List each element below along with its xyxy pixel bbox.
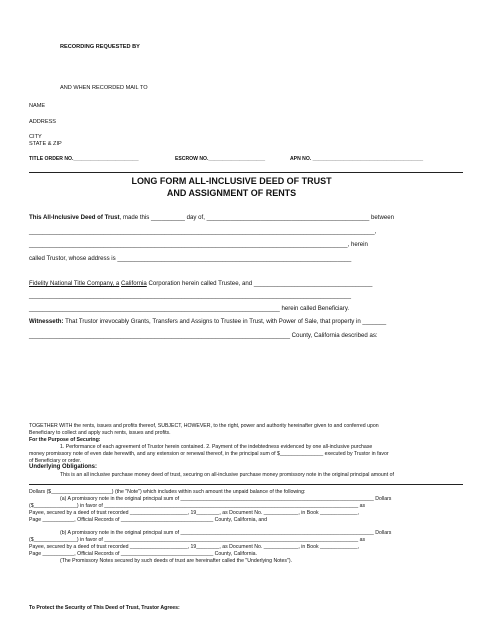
intro-line-1 <box>29 214 394 221</box>
intro-line-9[interactable]: _____________________________________________________________________________ County, California described as: <box>29 332 378 339</box>
document-title-line2: AND ASSIGNMENT OF RENTS <box>166 188 297 199</box>
note-a-line-1[interactable]: (a) A promissory note in the original principal sum of ___________________________________________________________________ Dollars <box>60 496 392 502</box>
address-label: ADDRESS <box>29 119 57 125</box>
note-b-line-4[interactable]: Page ___________, Official Records of ________________________________ County, California. <box>29 551 257 557</box>
underlying-notes-note: (The Promissory Notes secured by such deeds of trust are hereinafter called the "Underlying Notes"). <box>60 558 293 564</box>
title-order-field[interactable]: TITLE ORDER NO._______________________ <box>29 156 139 162</box>
purpose-line-1: 1. Performance of each agreement of Trustor herein contained. 2. Payment of the indebtedness evidenced by one all-inclusive purchase <box>60 444 373 450</box>
purpose-heading: For the Purpose of Securing: <box>29 437 101 443</box>
trustee-rest[interactable]: Corporation herein called Trustee, and ___________________________________ <box>148 280 373 287</box>
recording-requested-by: RECORDING REQUESTED BY <box>60 44 140 50</box>
underlying-blank-line[interactable] <box>29 484 463 485</box>
document-title-line1: LONG FORM ALL-INCLUSIVE DEED OF TRUST <box>131 176 332 187</box>
underlying-heading: Underlying Obligations: <box>29 464 98 470</box>
note-b-line-1[interactable]: (b) A promissory note in the original principal sum of ___________________________________________________________________ Dollars <box>60 530 392 536</box>
city-label: CITY <box>29 134 42 140</box>
intro-line-6[interactable]: _______________________________________________________________________________________________ <box>29 292 351 299</box>
trustee-line <box>29 280 372 287</box>
apn-field[interactable]: APN NO. _______________________________________ <box>290 156 424 162</box>
witnesseth-text: That Trustor irrevocably Grants, Transfers and Assigns to Trustee in Trust, with Power of Sale, that property in _______ <box>63 318 387 325</box>
together-with-2: Beneficiary to collect and apply such rents, issues and profits. <box>29 430 171 436</box>
witnesseth-lead: Witnesseth: <box>29 318 64 325</box>
purpose-line-2[interactable]: money promissory note of even date herewith, and any extension or renewal thereof, in the principal sum of $_______________ executed by Trustor in favor <box>29 451 389 457</box>
underlying-line-1: This is an all inclusive purchase money deed of trust, securing on all-inclusive purchase money promissory note in the original principal amount of <box>60 472 394 478</box>
underlying-line-2[interactable]: Dollars ($_____________________) (the "Note") which includes within such amount the unpaid balance of the following: <box>29 489 306 495</box>
intro-line-2[interactable]: ______________________________________________________________________________________________________, <box>29 228 377 235</box>
protect-security-heading: To Protect the Security of This Deed of Trust, Trustor Agrees: <box>29 605 180 611</box>
header-divider <box>29 172 463 173</box>
note-a-line-2[interactable]: ($_______________) in favor of ________________________________________________________________________________________ as <box>29 503 366 509</box>
note-b-line-3[interactable]: Payee, secured by a deed of trust recorded ____________________, 19________, as Document No. ____________, in Book _____________, <box>29 544 359 550</box>
intro-made: , made this __________ day of, ________________________________________________ between <box>119 214 395 221</box>
witnesseth-line <box>29 318 386 325</box>
state-zip-label: STATE & ZIP <box>29 141 62 147</box>
purpose-line-3: of Beneficiary or order. <box>29 458 82 464</box>
escrow-field[interactable]: ESCROW NO.____________________ <box>175 156 266 162</box>
intro-line-4[interactable]: called Trustor, whose address is _____________________________________________________________________ <box>29 255 352 262</box>
note-b-line-2[interactable]: ($_______________) in favor of ________________________________________________________________________________________ as <box>29 537 366 543</box>
intro-lead: This All-Inclusive Deed of Trust <box>29 214 120 221</box>
together-with-1: TOGETHER WITH the rents, issues and profits thereof, SUBJECT, HOWEVER, to the right, power and authority hereinafter given to and conferred upon <box>29 423 379 429</box>
name-label: NAME <box>29 103 46 109</box>
mail-to-label: AND WHEN RECORDED MAIL TO <box>60 85 148 91</box>
trustee-state: California <box>121 280 147 287</box>
trustee-company: Fidelity National Title Company, a <box>29 280 120 287</box>
note-a-line-4[interactable]: Page ___________, Official Records of ________________________________ County, California, and <box>29 517 268 523</box>
intro-line-3[interactable]: ______________________________________________________________________________________________, herein <box>29 241 368 248</box>
intro-line-7[interactable]: __________________________________________________________________________ herein called Beneficiary. <box>29 305 350 312</box>
note-a-line-3[interactable]: Payee, secured by a deed of trust recorded ____________________, 19________, as Document No. ____________, in Book _____________, <box>29 510 359 516</box>
